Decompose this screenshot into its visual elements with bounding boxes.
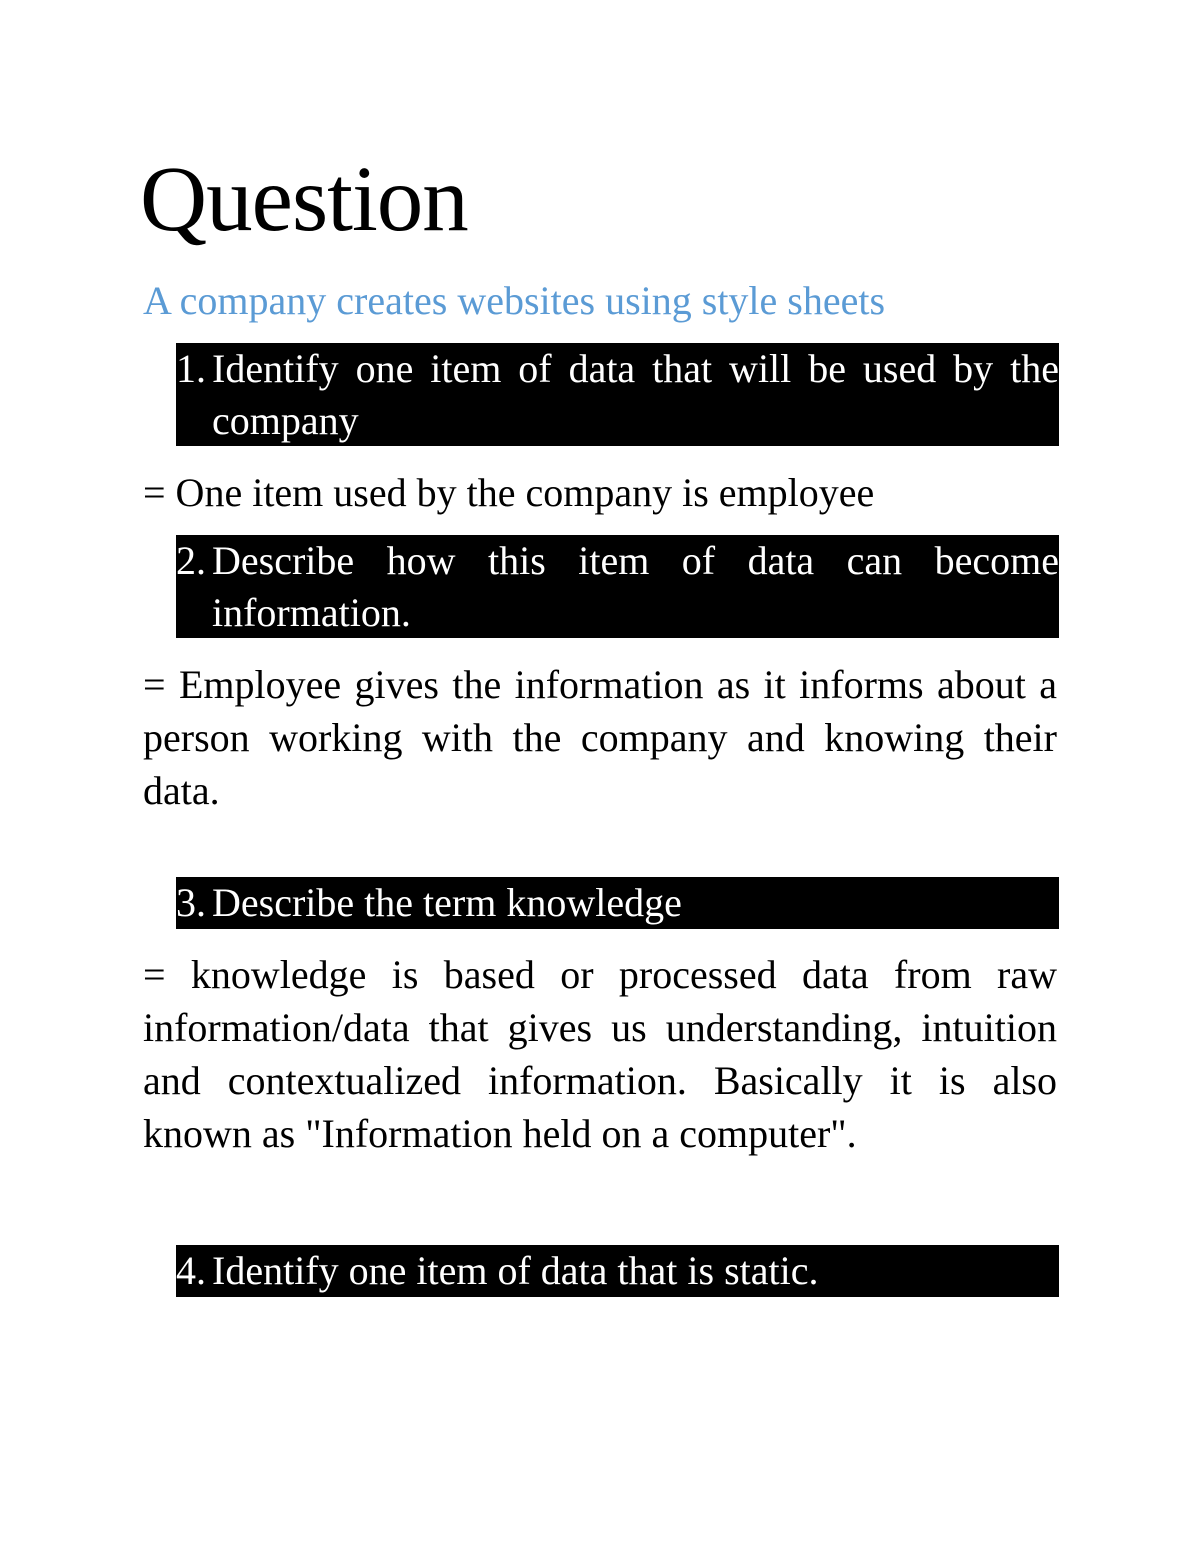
page-subtitle: A company creates websites using style sheets [143,278,886,323]
question-4-text: Identify one item of data that is static. [212,1248,819,1293]
question-3-text: Describe the term knowledge [212,880,682,925]
question-2-box [176,535,1059,638]
page-title: Question [140,148,468,251]
question-2-number: 2. [176,538,206,583]
question-2-text: Describe how this item of data can become information. [212,538,1059,635]
question-1-text: Identify one item of data that will be used by the company [212,346,1059,443]
answer-3: = knowledge is based or processed data from raw information/data that gives us understanding, intuition and contextualized information. Basically it is also known as "Information held on a computer". [143,952,1057,1156]
answer-1: = One item used by the company is employee [143,470,875,515]
question-3-box [176,877,1059,929]
question-1-number: 1. [176,346,206,391]
question-4-box [176,1245,1059,1297]
question-1-box [176,343,1059,446]
answer-2: = Employee gives the information as it informs about a person working with the company and knowing their data. [143,662,1057,813]
question-4-number: 4. [176,1248,206,1293]
question-3-number: 3. [176,880,206,925]
